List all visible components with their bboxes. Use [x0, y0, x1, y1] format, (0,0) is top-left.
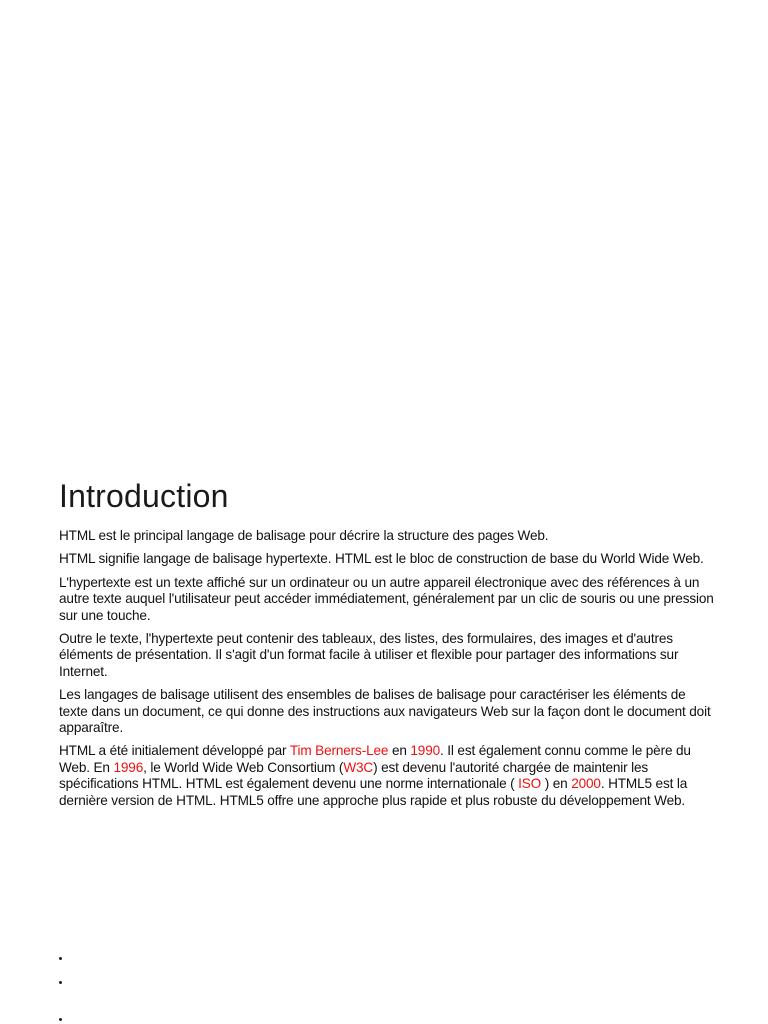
paragraph-6-text: HTML a été initialement développé par: [59, 743, 290, 759]
link-w3c[interactable]: W3C: [343, 759, 374, 775]
paragraph-6-text: , le World Wide Web Consortium (: [143, 759, 344, 775]
paragraph-3: L'hypertexte est un texte affiché sur un ordinateur ou un autre appareil électronique avec des références à un autre texte auquel l'utilisateur peut accéder immédiatement, généralement par un clic de souris ou une pression sur une touche.: [59, 574, 714, 623]
paragraph-4: Outre le texte, l'hypertexte peut contenir des tableaux, des listes, des formulaires, des images et d'autres éléments de présentation. Il s'agit d'un format facile à utiliser et flexible pour partager des informations sur Internet.: [59, 631, 679, 679]
link-1990[interactable]: 1990: [410, 743, 441, 759]
paragraph-5: Les langages de balisage utilisent des ensembles de balises de balisage pour caractériser les éléments de texte dans un document, ce qui donne des instructions aux navigateurs Web sur la façon dont le document doit apparaître.: [59, 687, 711, 736]
list-bullet-dot: [59, 957, 62, 960]
link-iso[interactable]: ISO: [518, 776, 542, 792]
paragraph-1: HTML est le principal langage de balisage pour décrire la structure des pages Web.: [59, 528, 549, 543]
paragraph-6-text: ) est devenu l'autorité chargée de maintenir les spécifications HTML. HTML est également devenu une norme internationale (: [59, 759, 649, 792]
paragraph-6-text: . Il est également connu comme le père du Web. En: [59, 743, 691, 775]
paragraph-2: HTML signifie langage de balisage hypertexte. HTML est le bloc de construction de base du World Wide Web.: [59, 551, 704, 567]
list-bullet-dot: [59, 981, 62, 984]
paragraph-6-text: en: [388, 743, 411, 759]
document-content: [59, 476, 714, 816]
paragraph-6-text: ) en: [541, 776, 572, 792]
paragraph-6: [59, 743, 714, 809]
list-bullet-dot: [59, 1018, 62, 1021]
link-1996[interactable]: 1996: [113, 759, 144, 775]
section-heading: Introduction: [59, 478, 229, 514]
paragraph-6-text: . HTML5 est la dernière version de HTML. HTML5 offre une approche plus rapide et plus robuste du développement Web.: [59, 776, 688, 808]
link-2000[interactable]: 2000: [571, 776, 601, 792]
link-tim-berners-lee[interactable]: Tim Berners-Lee: [289, 743, 389, 759]
